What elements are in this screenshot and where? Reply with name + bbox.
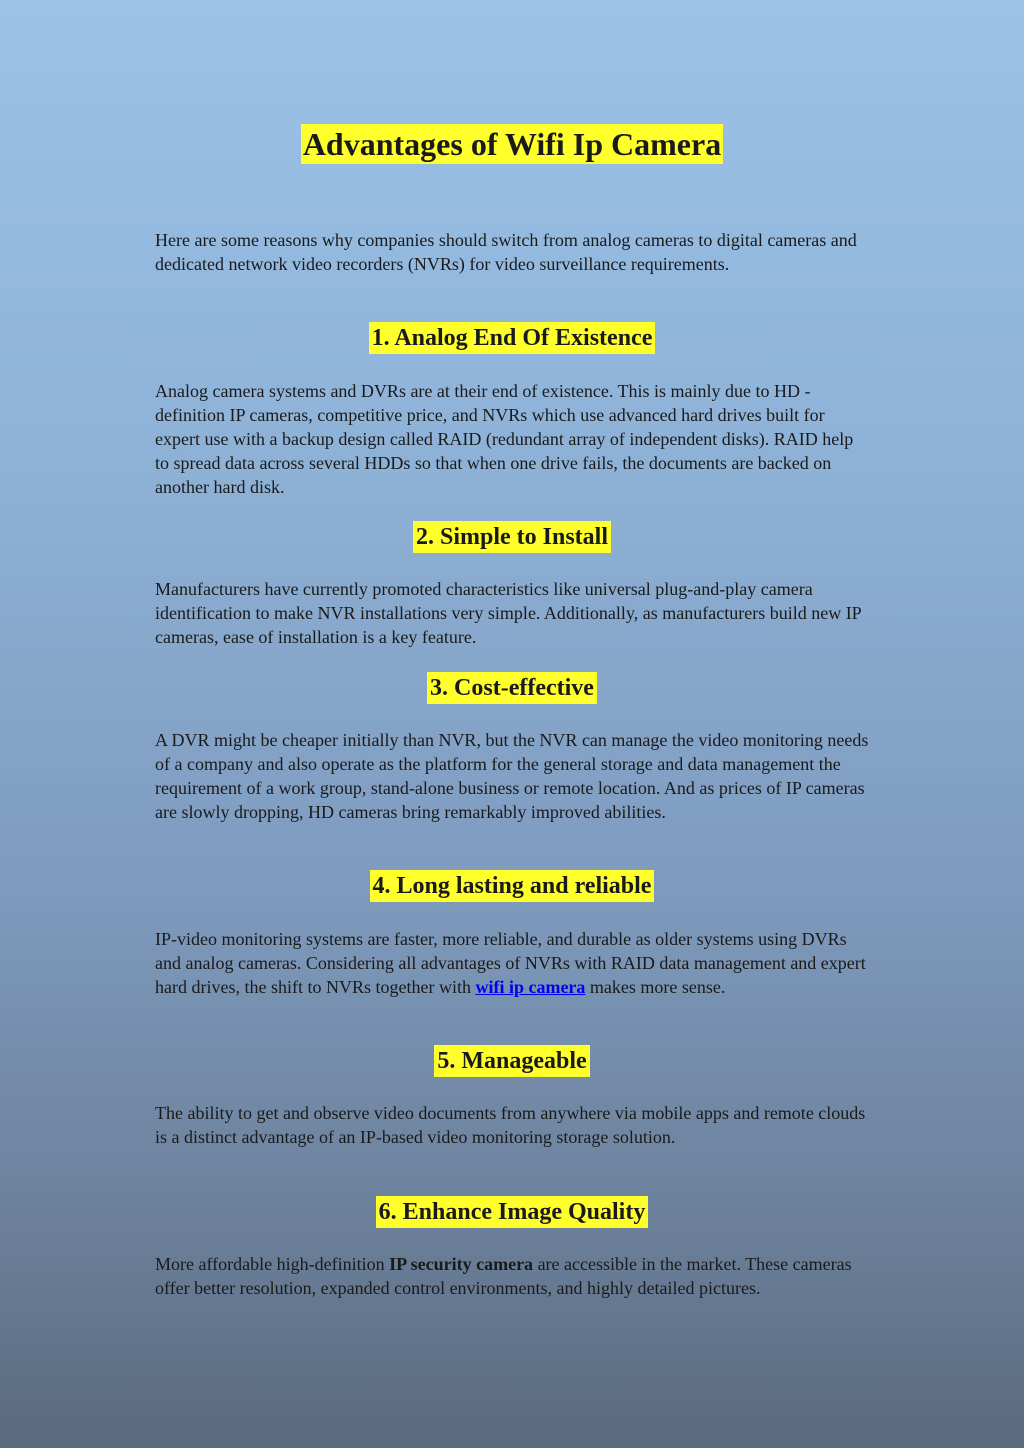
- wifi-ip-camera-link[interactable]: wifi ip camera: [475, 977, 586, 997]
- section-heading-4-text: 4. Long lasting and reliable: [370, 870, 655, 902]
- section-heading-6: [0, 1196, 1024, 1228]
- section-body-4-text-before: IP-video monitoring systems are faster, more reliable, and durable as older systems using DVRs and analog cameras. Considering all advantages of NVRs with RAID data management and expert hard drives, the shift to NVRs together with: [155, 929, 866, 997]
- section-body-4: [155, 927, 870, 999]
- section-heading-4: [0, 870, 1024, 902]
- section-body-3: A DVR might be cheaper initially than NVR, but the NVR can manage the video monitoring needs of a company and also operate as the platform for the general storage and data management the requirement of a work group, stand-alone business or remote location. And as prices of IP cameras are slowly dropping, HD cameras bring remarkably improved abilities.: [155, 730, 869, 822]
- title-wrap: [0, 124, 1024, 164]
- section-body-6-text-after: are accessible in the market. These cameras offer better resolution, expanded control environments, and highly detailed pictures.: [155, 1254, 852, 1298]
- section-heading-3-text: 3. Cost-effective: [427, 672, 597, 704]
- section-heading-1: [0, 322, 1024, 354]
- ip-security-camera-bold: IP security camera: [389, 1254, 534, 1274]
- section-body-2: Manufacturers have currently promoted characteristics like universal plug-and-play camera identification to make NVR installations very simple. Additionally, as manufacturers build new IP cameras, ease of installation is a key feature.: [155, 579, 862, 647]
- section-body-4-text-after: makes more sense.: [585, 977, 726, 997]
- intro-paragraph: Here are some reasons why companies should switch from analog cameras to digital cameras and dedicated network video recorders (NVRs) for video surveillance requirements.: [155, 230, 857, 274]
- section-heading-5: [0, 1045, 1024, 1077]
- section-heading-6-text: 6. Enhance Image Quality: [376, 1196, 649, 1228]
- section-heading-1-text: 1. Analog End Of Existence: [369, 322, 656, 354]
- section-body-1: Analog camera systems and DVRs are at their end of existence. This is mainly due to HD -definition IP cameras, competitive price, and NVRs which use advanced hard drives built for expert use with a backup design called RAID (redundant array of independent disks). RAID help to spread data across several HDDs so that when one drive fails, the documents are backed on another hard disk.: [155, 381, 854, 497]
- section-body-5: The ability to get and observe video documents from anywhere via mobile apps and remote clouds is a distinct advantage of an IP-based video monitoring storage solution.: [155, 1103, 866, 1147]
- section-body-6: [155, 1252, 870, 1300]
- section-heading-2-text: 2. Simple to Install: [413, 521, 611, 553]
- section-body-6-text-before: More affordable high-definition: [155, 1254, 390, 1274]
- page-title: Advantages of Wifi Ip Camera: [302, 126, 722, 162]
- section-heading-2: [0, 521, 1024, 553]
- section-heading-5-text: 5. Manageable: [434, 1045, 589, 1077]
- section-heading-3: [0, 672, 1024, 704]
